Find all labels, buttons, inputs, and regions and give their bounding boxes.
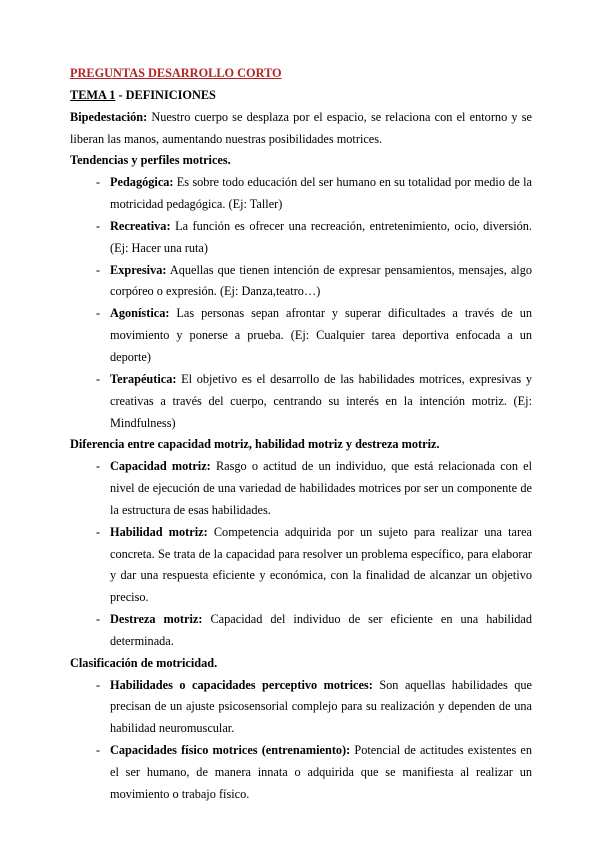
item-term: Terapéutica:: [110, 371, 177, 386]
dash-marker: -: [96, 612, 101, 627]
tema-heading: [70, 85, 532, 107]
item-text: Capacidad del individuo de ser eficiente en una habilidad determinada.: [110, 612, 532, 648]
dash-marker: -: [96, 371, 101, 386]
list-item: [70, 303, 532, 369]
dash-marker: -: [96, 459, 101, 474]
intro-text: Nuestro cuerpo se desplaza por el espacio, se relaciona con el entorno y se liberan las manos, aumentando nuestras posibilidades motrices.: [70, 109, 532, 146]
section-heading-clasificacion: Clasificación de motricidad.: [70, 655, 218, 670]
dash-marker: -: [96, 175, 101, 190]
list-item: [70, 675, 532, 741]
item-term: Pedagógica:: [110, 175, 174, 190]
item-text: Rasgo o actitud de un individuo, que está relacionada con el nivel de ejecución de una variedad de habilidades motrices por ser un componente de la estructura de esas habilidades.: [110, 459, 532, 517]
item-text: Aquellas que tienen intención de expresar pensamientos, mensajes, algo corpóreo o expresión. (Ej: Danza,teatro…): [110, 262, 532, 299]
section-heading-diferencia: Diferencia entre capacidad motriz, habilidad motriz y destreza motriz.: [70, 437, 440, 452]
item-text: Potencial de actitudes existentes en el ser humano, de manera innata o adquirida que se manifiesta al realizar un movimiento o trabajo físico.: [110, 743, 533, 801]
intro-paragraph: [70, 107, 532, 151]
item-term: Capacidades físico motrices (entrenamiento):: [110, 743, 351, 758]
list-item: [70, 609, 532, 653]
tendencias-list: [70, 172, 532, 434]
list-item: [70, 522, 532, 609]
list-item: [70, 260, 532, 304]
dash-marker: -: [96, 262, 101, 277]
item-term: Expresiva:: [110, 262, 167, 277]
item-text: La función es ofrecer una recreación, entretenimiento, ocio, diversión. (Ej: Hacer una ruta): [110, 218, 533, 255]
dash-marker: -: [96, 677, 101, 692]
item-term: Recreativa:: [110, 218, 171, 233]
dash-marker: -: [96, 306, 101, 321]
tema-rest: - DEFINICIONES: [115, 87, 216, 102]
dash-marker: -: [96, 524, 101, 539]
list-item: [70, 456, 532, 522]
item-text: Las personas sepan afrontar y superar dificultades a través de un movimiento y ponerse a prueba. (Ej: Cualquier tarea deportiva enfocada a un deporte): [110, 306, 532, 364]
tema-label: TEMA 1: [70, 87, 116, 102]
item-term: Capacidad motriz:: [110, 459, 211, 474]
item-term: Habilidades o capacidades perceptivo motrices:: [110, 677, 373, 692]
item-term: Habilidad motriz:: [110, 524, 208, 539]
item-text: Es sobre todo educación del ser humano en su totalidad por medio de la motricidad pedagógica. (Ej: Taller): [110, 175, 532, 212]
list-item: [70, 369, 532, 435]
clasificacion-list: [70, 675, 532, 806]
page-title: [70, 63, 532, 85]
dash-marker: -: [96, 743, 101, 758]
item-term: Destreza motriz:: [110, 612, 203, 627]
intro-term: Bipedestación:: [70, 109, 148, 124]
item-text: Competencia adquirida por un sujeto para realizar una tarea concreta. Se trata de la capacidad para resolver un problema específico, para elaborar y dar una respuesta eficiente y económica, con la finalidad de alcanzar un objetivo preciso.: [110, 524, 533, 605]
list-item: [70, 172, 532, 216]
dash-marker: -: [96, 218, 101, 233]
item-text: Son aquellas habilidades que precisan de un ajuste psicosensorial complejo para su realización y dependen de una habilidad neuromuscular.: [110, 677, 532, 736]
item-text: El objetivo es el desarrollo de las habilidades motrices, expresivas y creativas a través del cuerpo, centrando su interés en la intención motriz. (Ej: Mindfulness): [110, 371, 533, 430]
section-heading-tendencias: Tendencias y perfiles motrices.: [70, 153, 231, 168]
item-term: Agonística:: [110, 306, 170, 321]
list-item: [70, 216, 532, 260]
list-item: [70, 740, 532, 806]
page-title-text: PREGUNTAS DESARROLLO CORTO: [70, 66, 282, 80]
diferencia-list: [70, 456, 532, 653]
